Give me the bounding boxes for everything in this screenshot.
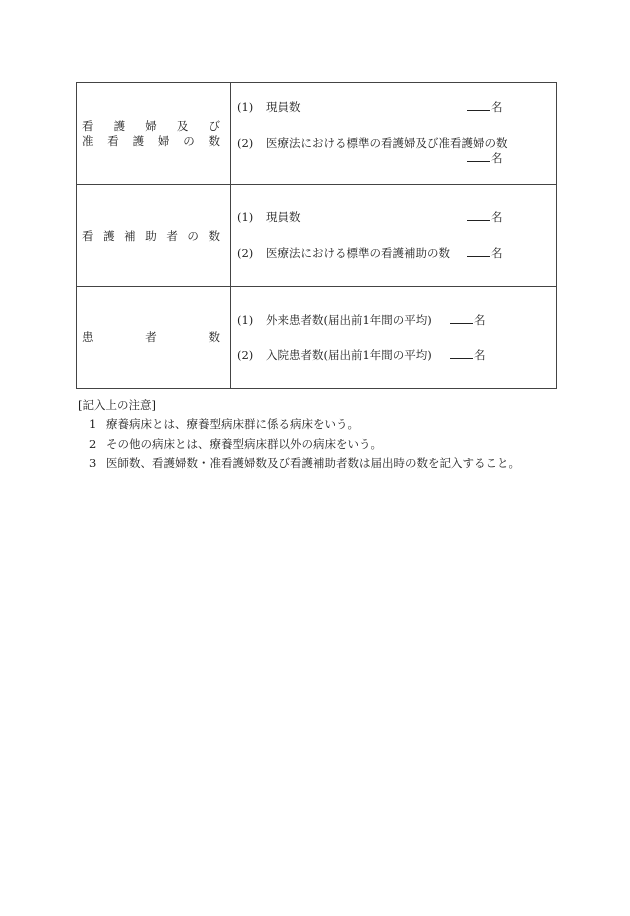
item-text: 医療法における標準の看護婦及び准看護婦の数 — [266, 136, 508, 150]
unit-label: 名 — [491, 151, 503, 165]
notes-title: [記入上の注意] — [78, 398, 156, 412]
table-border — [556, 82, 557, 389]
item-number: (1) — [237, 100, 254, 114]
row-label-nursing-aides: 看護補助者の数 — [82, 229, 220, 243]
row-label-nurses-line2: 准看護婦の数 — [82, 134, 220, 148]
count-field[interactable] — [450, 348, 486, 362]
note-text: その他の病床とは、療養型病床群以外の病床をいう。 — [106, 437, 382, 451]
item-text: 現員数 — [266, 210, 301, 224]
count-field[interactable] — [467, 100, 503, 114]
item-number: (1) — [237, 313, 254, 327]
note-number: 2 — [89, 437, 97, 451]
item-number: (1) — [237, 210, 254, 224]
unit-label: 名 — [491, 100, 503, 114]
count-field[interactable] — [467, 151, 503, 165]
row-divider — [76, 184, 557, 185]
table-border — [76, 82, 557, 83]
unit-label: 名 — [491, 246, 503, 260]
count-field[interactable] — [467, 246, 503, 260]
unit-label: 名 — [474, 348, 486, 362]
row-label-patients: 患者数 — [82, 330, 220, 344]
item-number: (2) — [237, 348, 254, 362]
table-border — [76, 82, 77, 389]
row-label-nurses-line1: 看護婦及び — [82, 119, 220, 133]
note-number: 1 — [89, 417, 97, 431]
note-text: 医師数、看護婦数・准看護婦数及び看護補助者数は届出時の数を記入すること。 — [106, 456, 520, 470]
column-divider — [230, 82, 231, 389]
table-border — [76, 388, 557, 389]
item-text: 入院患者数(届出前1年間の平均) — [266, 348, 432, 362]
item-number: (2) — [237, 246, 254, 260]
note-number: 3 — [89, 456, 97, 470]
count-field[interactable] — [450, 313, 486, 327]
row-divider — [76, 286, 557, 287]
count-field[interactable] — [467, 210, 503, 224]
unit-label: 名 — [474, 313, 486, 327]
note-text: 療養病床とは、療養型病床群に係る病床をいう。 — [106, 417, 359, 431]
item-text: 現員数 — [266, 100, 301, 114]
item-text: 外来患者数(届出前1年間の平均) — [266, 313, 432, 327]
unit-label: 名 — [491, 210, 503, 224]
item-text: 医療法における標準の看護補助の数 — [266, 246, 450, 260]
item-number: (2) — [237, 136, 254, 150]
